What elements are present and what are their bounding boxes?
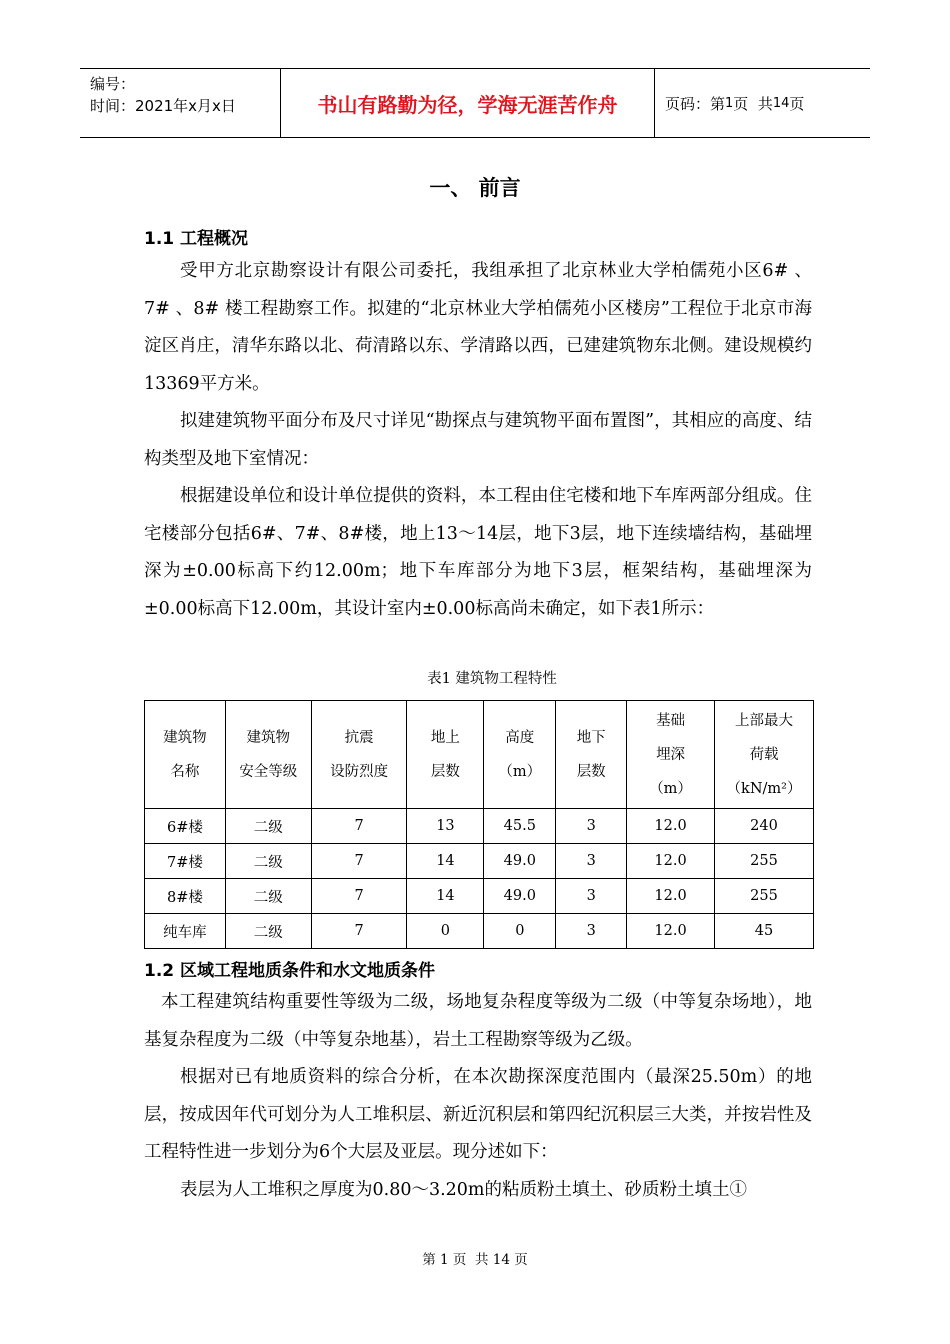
table-row [145, 844, 814, 879]
header-cell-floors-above: 地上 层数 [407, 701, 484, 809]
section-heading-overview: 1.1 工程概况 [144, 229, 249, 249]
header-cell-building-name: 建筑物 名称 [145, 701, 226, 809]
table-cell: 3 [556, 914, 627, 949]
table-caption: 表1 建筑物工程特性 [427, 671, 557, 687]
table-cell: 3 [556, 844, 627, 879]
table-cell: 6#楼 [145, 809, 226, 844]
table-cell: 3 [556, 879, 627, 914]
table-cell: 240 [715, 809, 814, 844]
table-cell: 14 [407, 879, 484, 914]
table-cell: 12.0 [627, 809, 715, 844]
footer-total: 14 [492, 1252, 510, 1268]
table-cell: 45.5 [484, 809, 556, 844]
page-total: 14 [772, 95, 790, 111]
footer-mid: 页 共 [452, 1252, 489, 1268]
header-cell-safety-level: 建筑物 安全等级 [225, 701, 311, 809]
table-cell: 7 [311, 879, 407, 914]
table-cell: 12.0 [627, 844, 715, 879]
table-cell: 3 [556, 809, 627, 844]
paragraph-geology-3: 表层为人工堆积之厚度为0.80～3.20m的粘质粉土填土、砂质粉土填土① [180, 1180, 748, 1200]
header-page-info [655, 69, 870, 137]
header-motto: 书山有路勤为径，学海无涯苦作舟 [281, 69, 655, 137]
header-cell-foundation-depth: 基础 埋深 （m） [627, 701, 715, 809]
date-label: 时间：2021年x月x日 [90, 97, 236, 115]
paragraph-overview-3: 根据建设单位和设计单位提供的资料，本工程由住宅楼和地下车库两部分组成。住宅楼部分包括6#、7#、8#楼，地上13～14层，地下3层，地下连续墙结构，基础埋深为±0.00标高下约12.00m；地下车库部分为地下3层，框架结构，基础埋深为±0.00标高下12.00m，其设计室内±0.00标高尚未确定，如下表1所示： [144, 486, 812, 619]
header-meta [80, 69, 281, 137]
paragraph-overview-1: 受甲方北京勘察设计有限公司委托，我组承担了北京林业大学柏儒苑小区6# 、7# 、8# 楼工程勘察工作。拟建的“北京林业大学柏儒苑小区楼房”工程位于北京市海淀区肖庄，清华东路以北、荷清路以东、学清路以西，已建建筑物东北侧。建设规模约13369平方米。 [144, 261, 812, 394]
header-cell-seismic-intensity: 抗震 设防烈度 [311, 701, 407, 809]
footer-suffix: 页 [514, 1252, 528, 1268]
table-cell: 12.0 [627, 914, 715, 949]
table-cell: 49.0 [484, 844, 556, 879]
table-row [145, 879, 814, 914]
table-cell: 49.0 [484, 879, 556, 914]
page-mid: 页 共 [733, 94, 773, 113]
table-cell: 7#楼 [145, 844, 226, 879]
header-cell-floors-below: 地下 层数 [556, 701, 627, 809]
table-cell: 7 [311, 809, 407, 844]
table-row [145, 809, 814, 844]
table-cell: 二级 [225, 914, 311, 949]
table-cell: 13 [407, 809, 484, 844]
footer-prefix: 第 [422, 1252, 436, 1268]
building-properties-table [144, 700, 814, 949]
page-suffix: 页 [789, 94, 805, 113]
table-cell: 255 [715, 879, 814, 914]
paragraph-overview-2: 拟建建筑物平面分布及尺寸详见“勘探点与建筑物平面布置图”，其相应的高度、结构类型及地下室情况： [144, 411, 812, 469]
table-cell: 8#楼 [145, 879, 226, 914]
table-cell: 二级 [225, 879, 311, 914]
page-number: 1 [725, 95, 734, 111]
table-cell: 45 [715, 914, 814, 949]
table-cell: 0 [407, 914, 484, 949]
table-row [145, 914, 814, 949]
header-cell-height: 高度 （m） [484, 701, 556, 809]
table-header-row [145, 701, 814, 809]
table-cell: 二级 [225, 844, 311, 879]
footer-page-number: 1 [440, 1252, 449, 1268]
header-cell-max-load: 上部最大 荷载 （kN/m²） [715, 701, 814, 809]
page-footer [0, 1248, 950, 1268]
table-cell: 12.0 [627, 879, 715, 914]
document-title: 一、 前言 [429, 176, 521, 200]
table-cell: 二级 [225, 809, 311, 844]
page-prefix: 页码：第 [665, 94, 726, 113]
page-header [80, 68, 870, 138]
paragraph-geology-1: 本工程建筑结构重要性等级为二级，场地复杂程度等级为二级（中等复杂场地），地基复杂程度为二级（中等复杂地基），岩土工程勘察等级为乙级。 [144, 992, 812, 1050]
section-heading-geology: 1.2 区域工程地质条件和水文地质条件 [144, 961, 436, 981]
table-cell: 255 [715, 844, 814, 879]
table-cell: 14 [407, 844, 484, 879]
table-cell: 7 [311, 914, 407, 949]
table-cell: 0 [484, 914, 556, 949]
table-cell: 纯车库 [145, 914, 226, 949]
table-cell: 7 [311, 844, 407, 879]
paragraph-geology-2: 根据对已有地质资料的综合分析，在本次勘探深度范围内（最深25.50m）的地层，按成因年代可划分为人工堆积层、新近沉积层和第四纪沉积层三大类，并按岩性及工程特性进一步划分为6个大层及亚层。现分述如下： [144, 1067, 812, 1162]
serial-number-label: 编号： [90, 75, 136, 93]
